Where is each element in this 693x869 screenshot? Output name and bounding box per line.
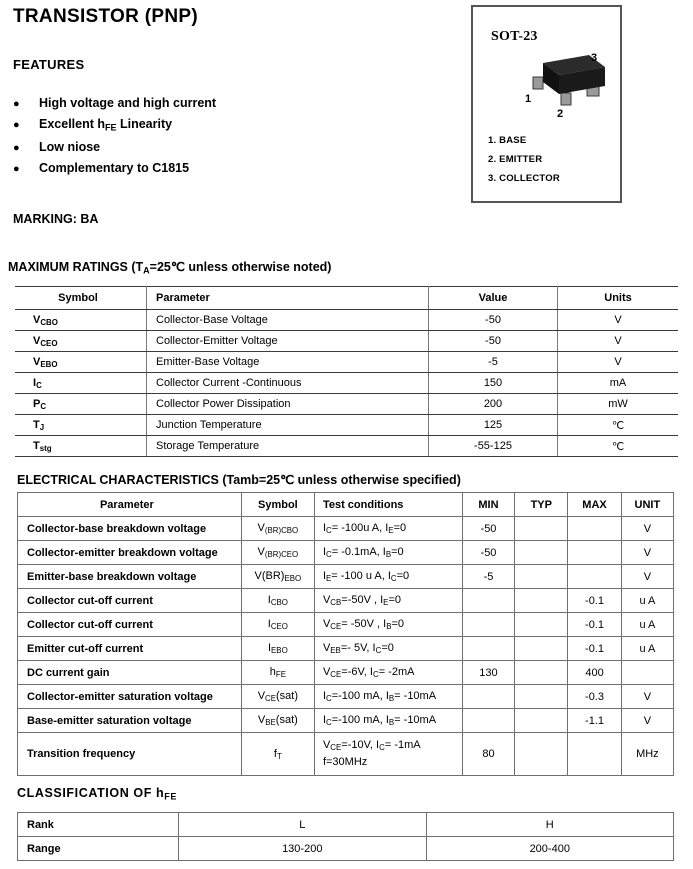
cell-parameter: Collector Current -Continuous [147,373,429,394]
cell-typ [515,517,568,541]
cell-typ [515,661,568,685]
column-header-parameter: Parameter [18,493,242,517]
cell-parameter: Collector cut-off current [18,589,242,613]
feature-item-4 [13,158,216,179]
cell-typ [515,613,568,637]
features-list [13,93,216,179]
cell-unit: mW [558,394,679,415]
cell-typ [515,541,568,565]
cell-test-conditions: $V_{EB}=-$ 5V, $I_C=0$ [314,637,462,661]
cell-symbol: $I_{EBO}$ [241,637,314,661]
cell-parameter: Collector cut-off current [18,613,242,637]
cell-value: -50 [429,331,558,352]
max-ratings-heading [8,259,331,275]
sot23-package-icon [521,47,611,119]
table-row [18,541,674,565]
cell-test-conditions: $I_C= -100u$ A, $I_E=0$ [314,517,462,541]
cell-max: -0.1 [568,637,622,661]
cell-value: -5 [429,352,558,373]
cell-symbol: $I_C$ [15,373,147,394]
cell-rank-label: Rank [18,813,179,837]
classification-table [17,812,674,861]
max-ratings-heading-suffix: =25℃ unless otherwise noted) [149,260,332,274]
max-ratings-heading-prefix: MAXIMUM RATINGS (T [8,260,144,274]
cell-unit: u A [621,637,673,661]
cell-max [568,565,622,589]
bullet-icon: ● [13,98,20,110]
cell-parameter: Emitter cut-off current [18,637,242,661]
cell-max: -0.3 [568,685,622,709]
cell-unit: V [621,517,673,541]
feature-text: High voltage and high current [39,96,217,110]
column-header-unit: UNIT [621,493,673,517]
cell-symbol: $I_{CBO}$ [241,589,314,613]
table-row [18,661,674,685]
bullet-icon: ● [13,163,20,176]
cell-unit: V [621,709,673,733]
pin-2-label: 2. EMITTER [488,154,543,165]
table-row [18,685,674,709]
cell-value: 200 [429,394,558,415]
column-header-symbol: Symbol [15,287,147,310]
cell-min [462,685,515,709]
cell-typ [515,589,568,613]
classification-body [18,813,674,861]
cell-unit: V [621,685,673,709]
classification-heading-subscript: FE [164,791,177,802]
column-header-parameter: Parameter [147,287,429,310]
cell-parameter: Collector-base breakdown voltage [18,517,242,541]
svg-text:3: 3 [591,52,598,64]
svg-text:2: 2 [557,108,564,119]
table-header-row [18,493,674,517]
cell-unit: MHz [621,733,673,776]
cell-value: -55-125 [429,436,558,457]
cell-unit: ℃ [558,415,679,436]
cell-min [462,637,515,661]
cell-symbol: $T_J$ [15,415,147,436]
cell-rank-h: 200-400 [426,837,674,861]
pin-1-label: 1. BASE [488,135,527,146]
table-row [18,517,674,541]
cell-max: 400 [568,661,622,685]
cell-unit: V [621,541,673,565]
cell-min: -5 [462,565,515,589]
table-header-row [15,287,678,310]
feature-item-3 [13,137,216,158]
table-row [18,837,674,861]
cell-rank-l: L [179,813,427,837]
cell-test-conditions: $I_E= -100$ u A, $I_C=0$ [314,565,462,589]
column-header-value: Value [429,287,558,310]
table-row [15,331,678,352]
cell-rank-l: 130-200 [179,837,427,861]
cell-max [568,733,622,776]
cell-typ [515,637,568,661]
cell-test-conditions: $V_{CE}=-6V$, $I_C= -2mA$ [314,661,462,685]
cell-unit: ℃ [558,436,679,457]
table-row [18,813,674,837]
classification-heading [17,786,177,801]
table-row [18,637,674,661]
cell-min [462,589,515,613]
cell-min: -50 [462,541,515,565]
table-row [18,565,674,589]
cell-parameter: Emitter-base breakdown voltage [18,565,242,589]
cell-symbol: $V_{CEO}$ [15,331,147,352]
table-row [15,415,678,436]
table-row [18,589,674,613]
cell-symbol: $V_{(BR)CEO}$ [241,541,314,565]
cell-value: -50 [429,310,558,331]
table-row [15,373,678,394]
cell-symbol: $V_{BE}(sat)$ [241,709,314,733]
column-header-min: MIN [462,493,515,517]
max-ratings-body [15,310,678,457]
electrical-heading: ELECTRICAL CHARACTERISTICS (Tamb=25℃ unless otherwise specified) [17,473,461,487]
cell-typ [515,565,568,589]
cell-value: 150 [429,373,558,394]
column-header-max: MAX [568,493,622,517]
pin-3-label: 3. COLLECTOR [488,173,560,184]
feature-subscript: FE [105,122,117,133]
classification-heading-prefix: CLASSIFICATION OF h [17,786,165,800]
cell-symbol: $f_T$ [241,733,314,776]
cell-parameter: Collector Power Dissipation [147,394,429,415]
page-title: TRANSISTOR (PNP) [13,6,198,27]
cell-test-conditions: $V_{CB}=-50V$ , $I_E=0$ [314,589,462,613]
cell-rank-h: H [426,813,674,837]
cell-symbol: $P_C$ [15,394,147,415]
cell-symbol: $V_{EBO}$ [15,352,147,373]
pin-description-list [488,131,560,188]
cell-parameter: Collector-emitter saturation voltage [18,685,242,709]
marking-label: MARKING: BA [13,212,99,226]
cell-test-conditions: $V_{CE}= -50V$ , $I_B=0$ [314,613,462,637]
cell-min: 80 [462,733,515,776]
table-row [15,436,678,457]
cell-symbol: $T_{stg}$ [15,436,147,457]
cell-test-conditions: $I_C= -0.1mA$, $I_B=0$ [314,541,462,565]
cell-rank-label: Range [18,837,179,861]
table-row [15,352,678,373]
cell-test-conditions: $V_{CE}=-10V$, $I_C= -1mA$ f=30MHz [314,733,462,776]
cell-max: -0.1 [568,613,622,637]
cell-min: -50 [462,517,515,541]
cell-parameter: Base-emitter saturation voltage [18,709,242,733]
cell-symbol: $V(BR)_{EBO}$ [241,565,314,589]
column-header-typ: TYP [515,493,568,517]
feature-text: Low niose [39,140,101,155]
package-diagram-box [471,5,622,203]
cell-max [568,517,622,541]
cell-max: -1.1 [568,709,622,733]
table-row [18,613,674,637]
cell-max [568,541,622,565]
cell-unit: V [558,310,679,331]
cell-symbol: $V_{CE}(sat)$ [241,685,314,709]
electrical-body [18,517,674,776]
table-row [15,394,678,415]
cell-parameter: Emitter-Base Voltage [147,352,429,373]
max-ratings-heading-subscript: A [143,265,150,276]
table-row [15,310,678,331]
features-heading: FEATURES [13,57,85,72]
cell-parameter: Collector-Emitter Voltage [147,331,429,352]
cell-min [462,709,515,733]
cell-symbol: $I_{CEO}$ [241,613,314,637]
feature-text-tail: Linearity [116,117,173,131]
cell-typ [515,685,568,709]
cell-symbol: $V_{CBO}$ [15,310,147,331]
cell-test-conditions: $I_C=-100$ mA, $I_B= -10mA$ [314,709,462,733]
cell-unit: u A [621,589,673,613]
bullet-icon: ● [13,119,20,131]
feature-item-1 [13,93,216,114]
column-header-symbol: Symbol [241,493,314,517]
cell-unit: u A [621,613,673,637]
table-row [18,709,674,733]
cell-typ [515,709,568,733]
electrical-characteristics-table [17,492,674,776]
cell-symbol: $V_{(BR)CBO}$ [241,517,314,541]
cell-symbol: $h_{FE}$ [241,661,314,685]
cell-parameter: Storage Temperature [147,436,429,457]
cell-unit: V [621,565,673,589]
cell-parameter: Collector-Base Voltage [147,310,429,331]
cell-typ [515,733,568,776]
cell-max: -0.1 [568,589,622,613]
package-name: SOT-23 [491,29,538,44]
cell-unit: mA [558,373,679,394]
column-header-conditions: Test conditions [314,493,462,517]
cell-unit: V [558,331,679,352]
cell-unit [621,661,673,685]
feature-text: Excellent h [39,117,105,131]
cell-value: 125 [429,415,558,436]
table-row [18,733,674,776]
cell-min: 130 [462,661,515,685]
cell-parameter: DC current gain [18,661,242,685]
bullet-icon: ● [13,142,20,155]
column-header-units: Units [558,287,679,310]
cell-unit: V [558,352,679,373]
feature-item-2 [13,114,216,137]
cell-parameter: Collector-emitter breakdown voltage [18,541,242,565]
cell-test-conditions: $I_C=-100$ mA, $I_B= -10mA$ [314,685,462,709]
cell-parameter: Transition frequency [18,733,242,776]
feature-text: Complementary to C1815 [39,161,190,176]
max-ratings-table [15,286,678,457]
svg-text:1: 1 [525,93,532,105]
cell-min [462,613,515,637]
cell-parameter: Junction Temperature [147,415,429,436]
